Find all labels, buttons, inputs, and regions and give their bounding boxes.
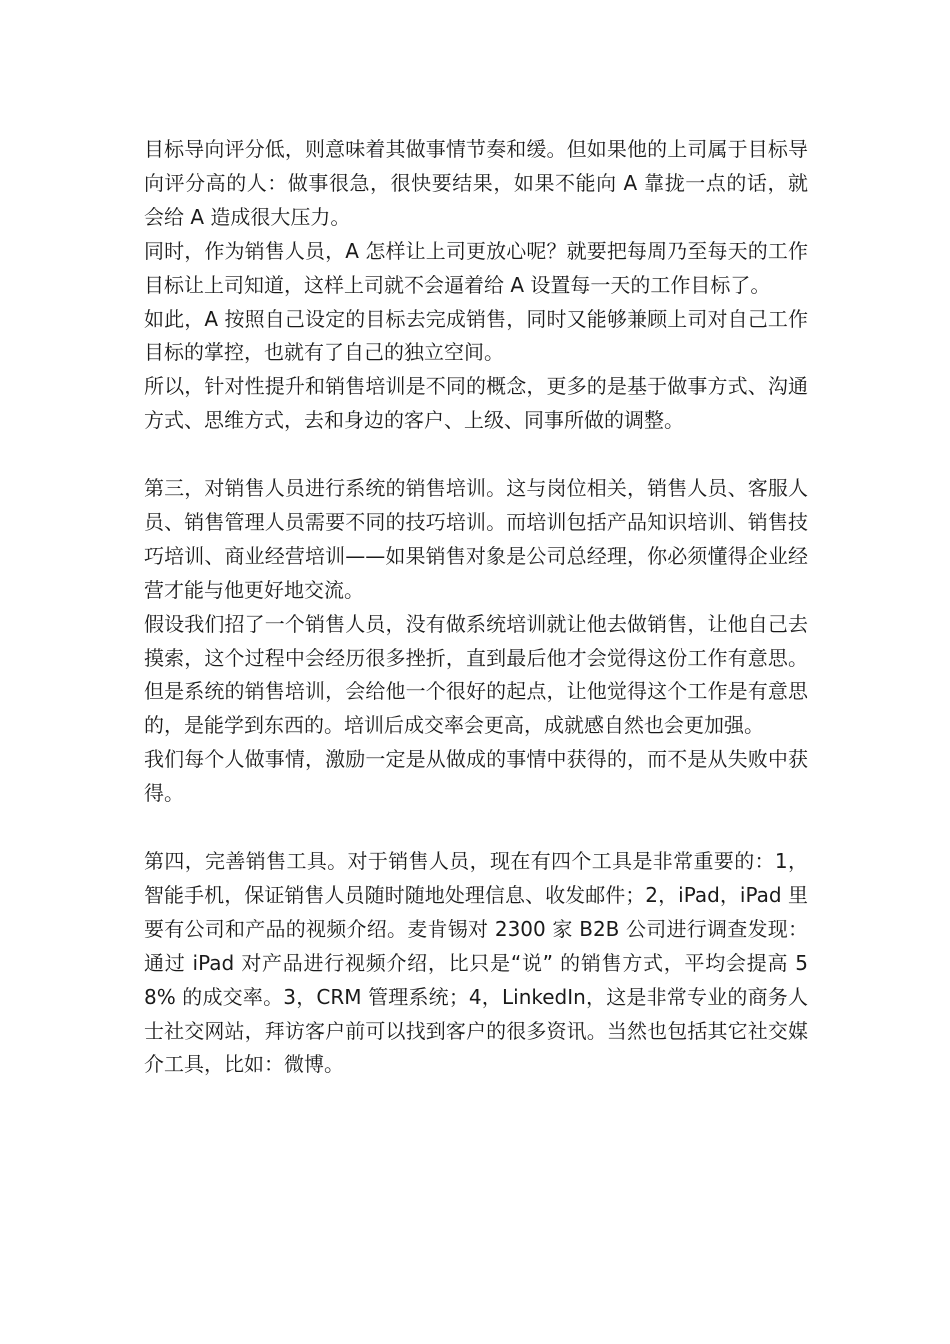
paragraph-independent-space: 如此，A 按照自己设定的目标去完成销售，同时又能够兼顾上司对自己工作目标的掌控，也就有了自己的独立空间。 bbox=[144, 306, 808, 365]
paragraph-goal-orientation: 目标导向评分低，则意味着其做事情节奏和缓。但如果他的上司属于目标导 向评分高的人：做事很急，很快要结果，如果不能向 A 靠拢一点的话，就会给 A 造成很大压力。 bbox=[144, 137, 808, 229]
paragraph-motivation: 我们每个人做事情，激励一定是从做成的事情中获得的，而不是从失败中获得。 bbox=[144, 747, 808, 806]
paragraph-spacer bbox=[144, 438, 808, 472]
paragraph-spacer bbox=[144, 811, 808, 845]
paragraph-third-systematic-training: 第三，对销售人员进行系统的销售培训。这与岗位相关，销售人员、客服人员、销售管理人员需要不同的技巧培训。而培训包括产品知识培训、销售技巧培训、商业经营培训——如果销售对象是公司总经理，你必须懂得企业经营才能与他更好地交流。 bbox=[144, 476, 808, 602]
paragraph-training-example: 假设我们招了一个销售人员，没有做系统培训就让他去做销售，让他自己去摸索，这个过程中会经历很多挫折，直到最后他才会觉得这份工作有意思。但是系统的销售培训，会给他一个很好的起点，让他觉得这个工作是有意思的，是能学到东西的。培训后成交率会更高，成就感自然也会更加强。 bbox=[144, 611, 808, 738]
paragraph-targeted-improvement: 所以，针对性提升和销售培训是不同的概念，更多的是基于做事方式、沟通方式、思维方式，去和身边的客户、上级、同事所做的调整。 bbox=[144, 374, 808, 433]
document-body bbox=[144, 133, 808, 1082]
paragraph-reassure-boss: 同时，作为销售人员，A 怎样让上司更放心呢？就要把每周乃至每天的工作目标让上司知道，这样上司就不会逼着给 A 设置每一天的工作目标了。 bbox=[144, 238, 808, 297]
paragraph-fourth-sales-tools: 第四，完善销售工具。对于销售人员，现在有四个工具是非常重要的：1，智能手机，保证销售人员随时随地处理信息、收发邮件；2，iPad，iPad 里要有公司和产品的视频介绍。麦肯锡对 2300 家 B2B 公司进行调查发现：通过 iPad 对产品进行视频介绍，比只是“说” 的销售方式，平均会提高 58% 的成交率。3，CRM 管理系统；4，LinkedIn，这是非常专业的商务人士社交网站，拜访客户前可以找到客户的很多资讯。当然也包括其它社交媒介工具，比如：微博。 bbox=[144, 849, 808, 1077]
